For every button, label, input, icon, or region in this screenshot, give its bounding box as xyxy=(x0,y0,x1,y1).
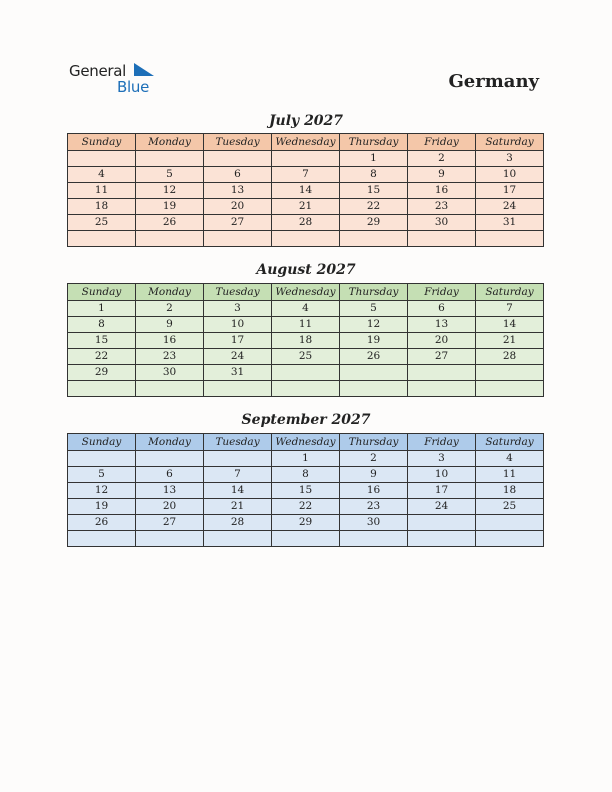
day-cell: 17 xyxy=(476,183,544,199)
day-cell: 3 xyxy=(476,151,544,167)
day-cell: 19 xyxy=(136,199,204,215)
day-cell: 11 xyxy=(476,467,544,483)
month-title-july: July 2027 xyxy=(268,113,344,129)
week-row xyxy=(68,515,544,531)
day-cell xyxy=(68,231,136,247)
day-cell: 14 xyxy=(476,317,544,333)
weekday-header: Thursday xyxy=(340,134,408,151)
weekday-header: Saturday xyxy=(476,134,544,151)
logo-triangle-icon xyxy=(134,63,156,77)
day-cell: 23 xyxy=(136,349,204,365)
week-row xyxy=(68,167,544,183)
day-cell: 12 xyxy=(136,183,204,199)
day-cell: 17 xyxy=(204,333,272,349)
country-title: Germany xyxy=(448,71,539,92)
day-cell: 24 xyxy=(204,349,272,365)
day-cell: 27 xyxy=(136,515,204,531)
day-cell: 24 xyxy=(408,499,476,515)
day-cell xyxy=(204,151,272,167)
weekday-header: Monday xyxy=(136,284,204,301)
day-cell: 19 xyxy=(340,333,408,349)
day-cell: 20 xyxy=(408,333,476,349)
day-cell: 16 xyxy=(340,483,408,499)
day-cell: 26 xyxy=(340,349,408,365)
day-cell: 27 xyxy=(204,215,272,231)
day-cell xyxy=(68,451,136,467)
day-cell: 7 xyxy=(272,167,340,183)
week-row xyxy=(68,467,544,483)
day-cell xyxy=(408,231,476,247)
day-cell: 15 xyxy=(340,183,408,199)
week-row xyxy=(68,151,544,167)
day-cell xyxy=(340,381,408,397)
day-cell: 15 xyxy=(68,333,136,349)
day-cell: 18 xyxy=(68,199,136,215)
day-cell: 9 xyxy=(340,467,408,483)
day-cell: 17 xyxy=(408,483,476,499)
weekday-header: Saturday xyxy=(476,284,544,301)
day-cell: 8 xyxy=(68,317,136,333)
day-cell: 4 xyxy=(272,301,340,317)
week-row xyxy=(68,183,544,199)
day-cell: 1 xyxy=(68,301,136,317)
day-cell: 13 xyxy=(408,317,476,333)
calendar-july xyxy=(67,133,544,247)
day-cell: 3 xyxy=(408,451,476,467)
week-row xyxy=(68,365,544,381)
weekday-header-row xyxy=(68,134,544,151)
day-cell: 10 xyxy=(476,167,544,183)
day-cell: 1 xyxy=(340,151,408,167)
day-cell: 4 xyxy=(68,167,136,183)
week-row xyxy=(68,499,544,515)
day-cell xyxy=(340,365,408,381)
day-cell: 25 xyxy=(68,215,136,231)
day-cell: 18 xyxy=(272,333,340,349)
day-cell xyxy=(408,531,476,547)
day-cell xyxy=(68,381,136,397)
day-cell: 2 xyxy=(340,451,408,467)
week-row xyxy=(68,317,544,333)
day-cell xyxy=(204,531,272,547)
weekday-header: Thursday xyxy=(340,434,408,451)
weekday-header: Monday xyxy=(136,134,204,151)
day-cell: 5 xyxy=(340,301,408,317)
day-cell: 7 xyxy=(476,301,544,317)
day-cell xyxy=(136,451,204,467)
day-cell: 7 xyxy=(204,467,272,483)
day-cell: 9 xyxy=(136,317,204,333)
weekday-header: Friday xyxy=(408,284,476,301)
day-cell xyxy=(68,531,136,547)
day-cell: 19 xyxy=(68,499,136,515)
logo-text-general: General xyxy=(69,62,127,80)
week-row xyxy=(68,349,544,365)
week-row xyxy=(68,301,544,317)
weekday-header: Tuesday xyxy=(204,284,272,301)
day-cell: 21 xyxy=(476,333,544,349)
day-cell: 12 xyxy=(340,317,408,333)
weekday-header: Wednesday xyxy=(272,134,340,151)
day-cell xyxy=(204,451,272,467)
day-cell xyxy=(272,151,340,167)
weekday-header-row xyxy=(68,284,544,301)
weekday-header: Monday xyxy=(136,434,204,451)
day-cell: 31 xyxy=(476,215,544,231)
day-cell: 28 xyxy=(272,215,340,231)
week-row xyxy=(68,451,544,467)
weekday-header-row xyxy=(68,434,544,451)
logo-text-blue: Blue xyxy=(117,78,149,96)
day-cell: 26 xyxy=(136,215,204,231)
day-cell: 29 xyxy=(272,515,340,531)
day-cell xyxy=(136,531,204,547)
day-cell: 6 xyxy=(136,467,204,483)
week-row xyxy=(68,215,544,231)
day-cell: 24 xyxy=(476,199,544,215)
day-cell: 3 xyxy=(204,301,272,317)
weekday-header: Wednesday xyxy=(272,434,340,451)
day-cell: 30 xyxy=(136,365,204,381)
logo xyxy=(69,62,159,98)
calendar-august xyxy=(67,283,544,397)
day-cell xyxy=(136,381,204,397)
day-cell xyxy=(136,231,204,247)
weekday-header: Sunday xyxy=(68,134,136,151)
day-cell xyxy=(476,231,544,247)
day-cell xyxy=(136,151,204,167)
day-cell xyxy=(476,531,544,547)
month-title-august: August 2027 xyxy=(256,262,356,278)
weekday-header: Tuesday xyxy=(204,434,272,451)
day-cell xyxy=(408,381,476,397)
day-cell: 15 xyxy=(272,483,340,499)
day-cell xyxy=(272,365,340,381)
month-title-september: September 2027 xyxy=(241,412,371,428)
day-cell: 6 xyxy=(408,301,476,317)
day-cell: 9 xyxy=(408,167,476,183)
day-cell: 21 xyxy=(272,199,340,215)
day-cell: 28 xyxy=(476,349,544,365)
day-cell: 23 xyxy=(408,199,476,215)
weekday-header: Thursday xyxy=(340,284,408,301)
calendar-september xyxy=(67,433,544,547)
day-cell: 16 xyxy=(408,183,476,199)
day-cell: 6 xyxy=(204,167,272,183)
day-cell xyxy=(204,381,272,397)
weekday-header: Friday xyxy=(408,134,476,151)
day-cell: 20 xyxy=(136,499,204,515)
weekday-header: Friday xyxy=(408,434,476,451)
weekday-header: Sunday xyxy=(68,434,136,451)
day-cell: 10 xyxy=(204,317,272,333)
day-cell xyxy=(340,531,408,547)
day-cell: 5 xyxy=(68,467,136,483)
day-cell: 30 xyxy=(408,215,476,231)
day-cell xyxy=(476,381,544,397)
day-cell: 22 xyxy=(68,349,136,365)
day-cell xyxy=(68,151,136,167)
day-cell: 13 xyxy=(136,483,204,499)
day-cell: 14 xyxy=(204,483,272,499)
week-row xyxy=(68,531,544,547)
day-cell: 14 xyxy=(272,183,340,199)
week-row xyxy=(68,483,544,499)
day-cell: 11 xyxy=(272,317,340,333)
day-cell xyxy=(340,231,408,247)
weekday-header: Saturday xyxy=(476,434,544,451)
weekday-header: Wednesday xyxy=(272,284,340,301)
weekday-header: Tuesday xyxy=(204,134,272,151)
week-row xyxy=(68,381,544,397)
day-cell xyxy=(272,531,340,547)
day-cell: 16 xyxy=(136,333,204,349)
day-cell xyxy=(272,381,340,397)
day-cell: 2 xyxy=(136,301,204,317)
day-cell: 30 xyxy=(340,515,408,531)
day-cell xyxy=(408,515,476,531)
day-cell xyxy=(476,365,544,381)
day-cell xyxy=(272,231,340,247)
day-cell xyxy=(476,515,544,531)
day-cell: 1 xyxy=(272,451,340,467)
day-cell: 4 xyxy=(476,451,544,467)
day-cell: 11 xyxy=(68,183,136,199)
day-cell: 18 xyxy=(476,483,544,499)
day-cell xyxy=(408,365,476,381)
week-row xyxy=(68,333,544,349)
day-cell: 20 xyxy=(204,199,272,215)
week-row xyxy=(68,199,544,215)
day-cell: 21 xyxy=(204,499,272,515)
day-cell: 29 xyxy=(340,215,408,231)
day-cell: 25 xyxy=(476,499,544,515)
weekday-header: Sunday xyxy=(68,284,136,301)
day-cell: 26 xyxy=(68,515,136,531)
day-cell: 23 xyxy=(340,499,408,515)
day-cell: 27 xyxy=(408,349,476,365)
day-cell: 10 xyxy=(408,467,476,483)
day-cell: 12 xyxy=(68,483,136,499)
day-cell: 25 xyxy=(272,349,340,365)
day-cell xyxy=(204,231,272,247)
day-cell: 28 xyxy=(204,515,272,531)
day-cell: 22 xyxy=(340,199,408,215)
week-row xyxy=(68,231,544,247)
day-cell: 29 xyxy=(68,365,136,381)
day-cell: 2 xyxy=(408,151,476,167)
day-cell: 8 xyxy=(340,167,408,183)
day-cell: 5 xyxy=(136,167,204,183)
day-cell: 13 xyxy=(204,183,272,199)
day-cell: 8 xyxy=(272,467,340,483)
day-cell: 22 xyxy=(272,499,340,515)
day-cell: 31 xyxy=(204,365,272,381)
